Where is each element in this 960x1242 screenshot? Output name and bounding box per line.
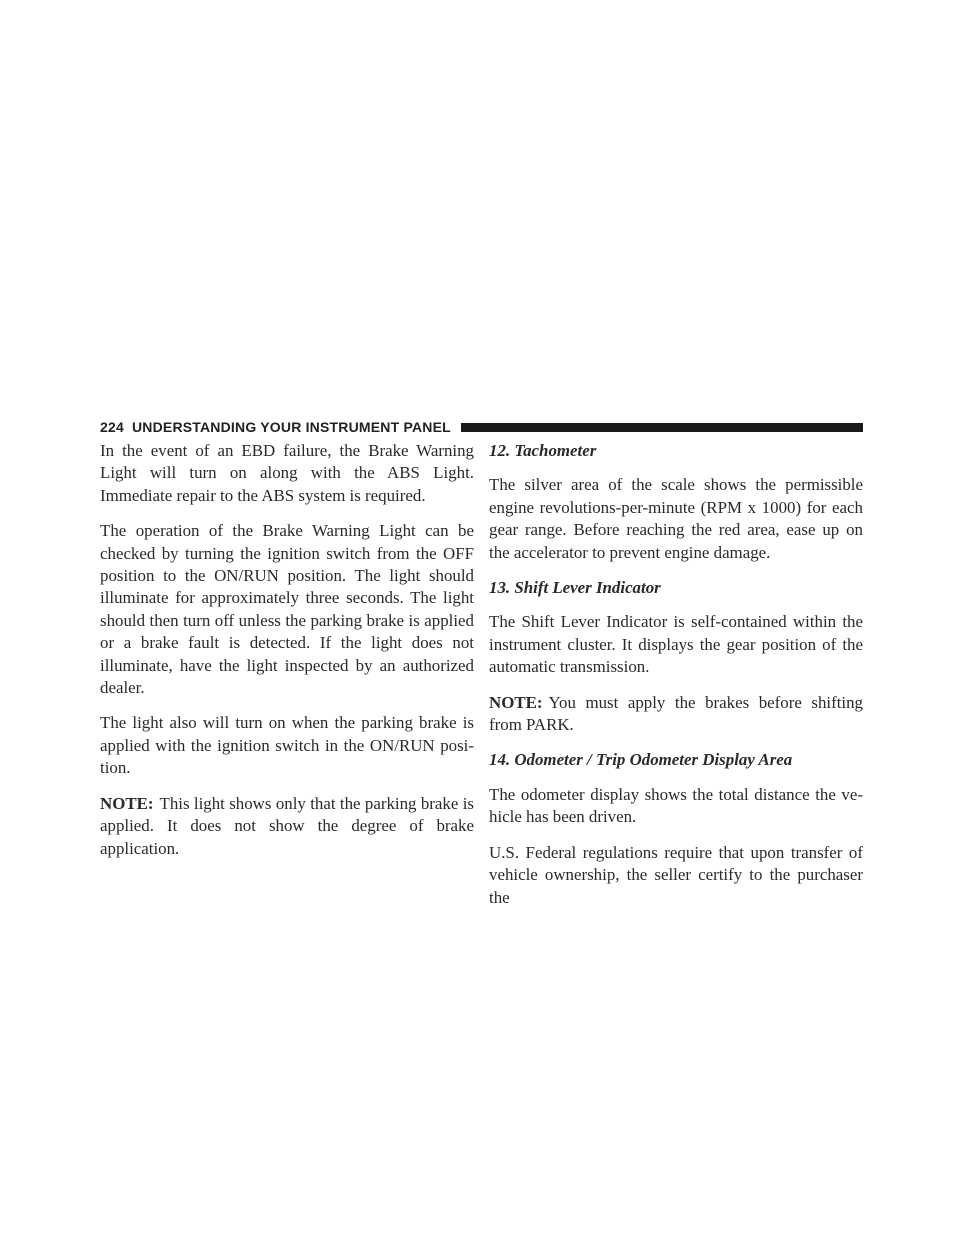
page-header (100, 416, 863, 438)
note-text: You must apply the brakes before shifting from PARK. (489, 692, 863, 735)
page-number: 224 (100, 419, 124, 435)
note-label: NOTE: (489, 692, 543, 712)
note-shifting (489, 692, 863, 737)
section-title: UNDERSTANDING YOUR INSTRUMENT PANEL (131, 419, 451, 435)
paragraph-tachometer: The silver area of the scale shows the permissible engine revolutions-per-minute (RPM x 1000) for each gear range. Before reaching the red area, ease up on the accelerator to prevent engine damage. (489, 475, 863, 562)
note-text: This light shows only that the parking brake is applied. It does not show the degree of brake application. (100, 793, 474, 858)
paragraph-parking-brake: The light also will turn on when the parking brake is applied with the ignition switch in the ON/RUN posi-tion. (100, 713, 474, 778)
heading-shift-lever-indicator: 13. Shift Lever Indicator (489, 578, 661, 598)
paragraph-federal-regulations: U.S. Federal regulations require that upon transfer of vehicle ownership, the seller certify to the purchaser the (489, 842, 863, 907)
paragraph-odometer: The odometer display shows the total distance the ve-hicle has been driven. (489, 784, 863, 827)
heading-tachometer: 12. Tachometer (489, 441, 597, 460)
header-rule (461, 423, 863, 432)
left-column (100, 440, 474, 873)
paragraph-ebd-failure: In the event of an EBD failure, the Brake Warning Light will turn on along with the ABS Light. Immediate repair to the ABS system is required. (100, 441, 474, 505)
paragraph-shift-lever-indicator: The Shift Lever Indicator is self-contained within the instrument cluster. It displays the gear position of the automatic transmission. (489, 612, 863, 677)
note-label: NOTE: (100, 793, 154, 813)
heading-odometer: 14. Odometer / Trip Odometer Display Area (489, 750, 793, 770)
note-parking-brake (100, 793, 474, 860)
right-column (489, 440, 863, 922)
paragraph-brake-light-check: The operation of the Brake Warning Light can be checked by turning the ignition switch from the OFF position to the ON/RUN position. The light should illuminate for approximately three seconds. The light should then turn off unless the parking brake is applied or a brake fault is detected. If the light does not illuminate, have the light inspected by an authorized dealer. (100, 521, 474, 698)
